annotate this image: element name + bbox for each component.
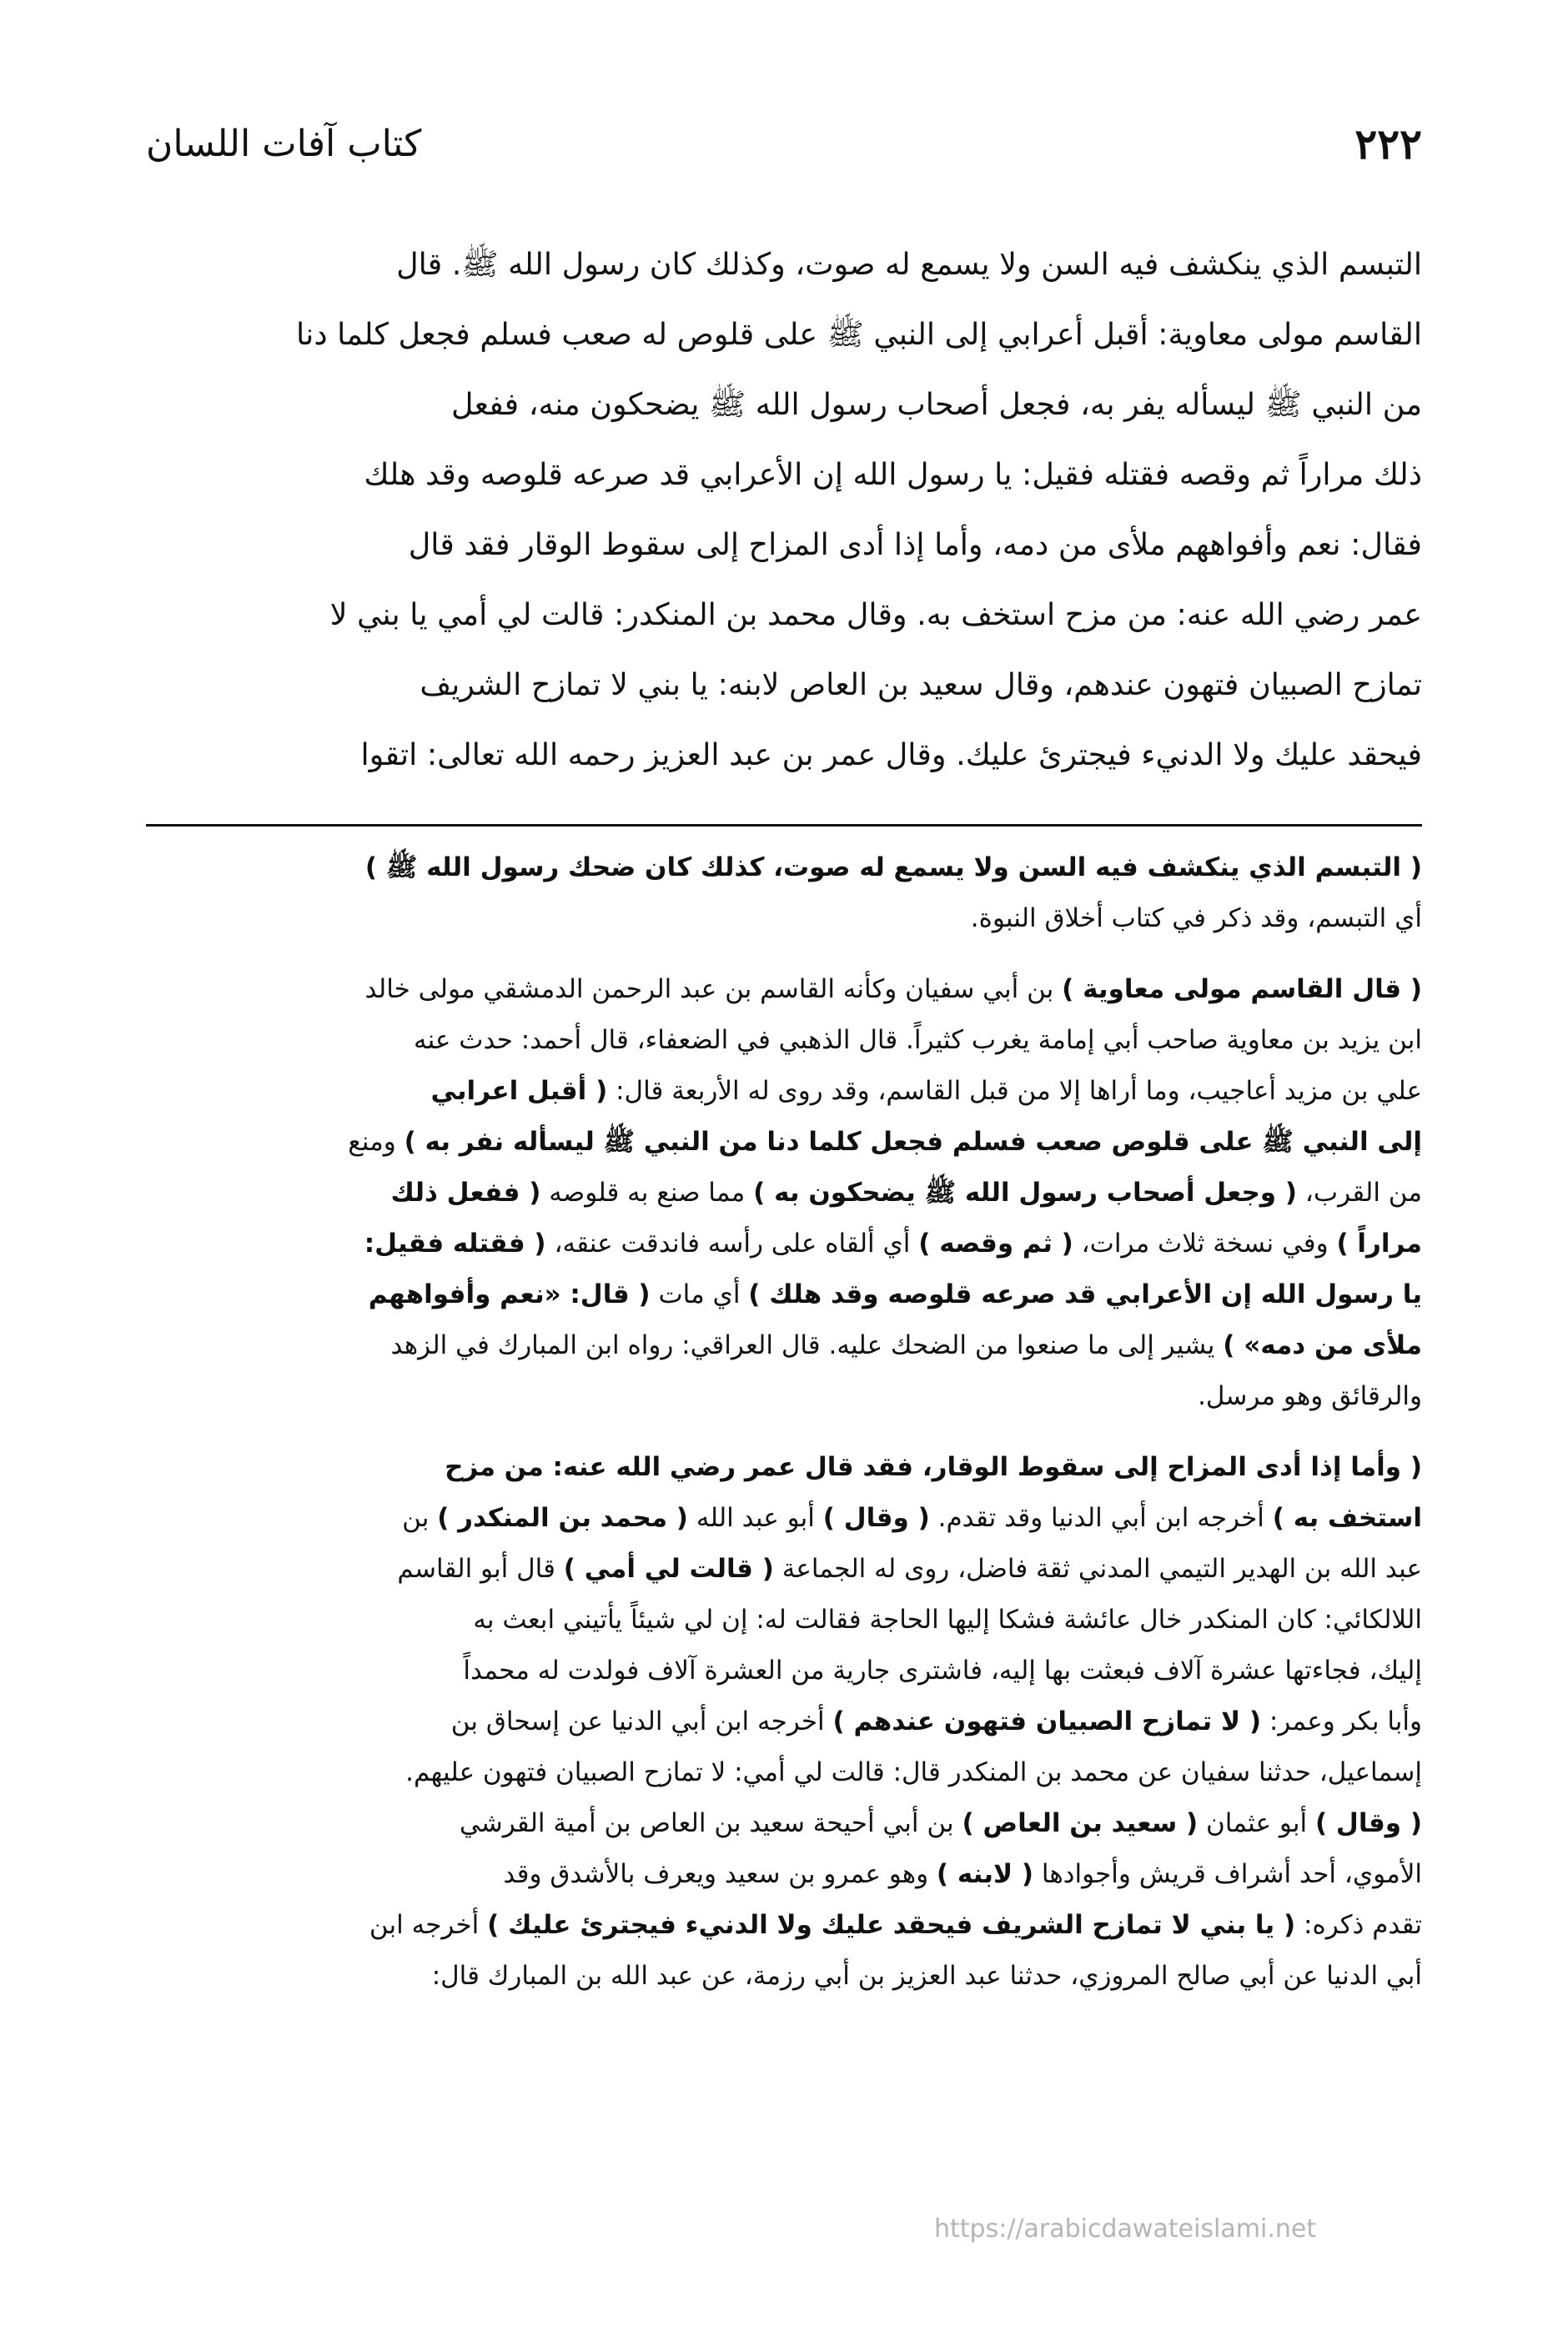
quoted-main-text: مراراً ) bbox=[1336, 1229, 1422, 1259]
quoted-main-text: استخف به ) bbox=[1272, 1503, 1422, 1533]
commentary-text: اللالكائي: كان المنكدر خال عائشة فشكا إليها الحاجة فقالت له: إن لي شيئاً يأتيني ابعث به bbox=[473, 1605, 1422, 1635]
quoted-main-text: ( وقال ) bbox=[822, 1503, 930, 1533]
main-text-line: ذلك مراراً ثم وقصه فقتله فقيل: يا رسول الله إن الأعرابي قد صرعه قلوصه وقد هلك bbox=[364, 456, 1422, 492]
commentary-line bbox=[146, 1798, 1422, 1849]
quoted-main-text: ( قال القاسم مولى معاوية ) bbox=[1062, 974, 1422, 1004]
commentary-line bbox=[146, 1849, 1422, 1900]
quoted-main-text: ( أقبل اعرابي bbox=[430, 1076, 608, 1106]
quoted-main-text: ( محمد بن المنكدر ) bbox=[437, 1503, 688, 1533]
commentary-line bbox=[146, 964, 1422, 1015]
commentary-text: أخرجه ابن أبي الدنيا عن إسحاق بن bbox=[450, 1706, 833, 1736]
commentary-text: بن أبي أحيحة سعيد بن العاص بن أمية القرشي bbox=[459, 1808, 962, 1838]
quoted-main-text: ( وجعل أصحاب رسول الله ﷺ يضحكون به ) bbox=[753, 1178, 1298, 1208]
commentary-text: أبو عبد الله bbox=[687, 1503, 823, 1533]
main-text-line: فيحقد عليك ولا الدنيء فيجترئ عليك. وقال عمر بن عبد العزيز رحمه الله تعالى: اتقوا bbox=[360, 736, 1422, 772]
quoted-main-text: يا رسول الله إن الأعرابي قد صرعه قلوصه وقد هلك ) bbox=[748, 1279, 1422, 1309]
commentary-text: وأبا بكر وعمر: bbox=[1260, 1706, 1422, 1736]
commentary-text: الأموي، أحد أشراف قريش وأجوادها bbox=[1033, 1859, 1422, 1889]
commentary-line bbox=[146, 1493, 1422, 1544]
commentary-text: يشير إلى ما صنعوا من الضحك عليه. قال العراقي: رواه ابن المبارك في الزهد bbox=[390, 1330, 1224, 1360]
commentary-text: مما صنع به قلوصه bbox=[540, 1178, 754, 1208]
quoted-main-text: ( وقال ) bbox=[1314, 1808, 1422, 1838]
quoted-main-text: ( ثم وقصه ) bbox=[918, 1229, 1073, 1259]
main-text-line: التبسم الذي ينكشف فيه السن ولا يسمع له صوت، وكذلك كان رسول الله ﷺ. قال bbox=[396, 246, 1422, 282]
commentary-text: عبد الله بن الهدير التيمي المدني ثقة فاضل، روى له الجماعة bbox=[773, 1554, 1422, 1584]
commentary-line bbox=[146, 893, 1422, 944]
commentary-line bbox=[146, 842, 1422, 893]
quoted-main-text: ( قالت لي أمي ) bbox=[563, 1554, 774, 1584]
commentary-paragraph bbox=[146, 842, 1422, 944]
commentary-line bbox=[146, 1900, 1422, 1951]
quoted-main-text: ( فقتله فقيل: bbox=[364, 1229, 546, 1259]
commentary-line bbox=[146, 1646, 1422, 1696]
commentary-line bbox=[146, 1595, 1422, 1646]
commentary-line bbox=[146, 1544, 1422, 1595]
commentary-text: أي التبسم، وقد ذكر في كتاب أخلاق النبوة. bbox=[970, 903, 1422, 933]
commentary-paragraph bbox=[146, 1442, 1422, 2002]
commentary-line bbox=[146, 1747, 1422, 1798]
commentary-text: أي ألقاه على رأسه فاندقت عنقه، bbox=[545, 1229, 919, 1259]
commentary-line bbox=[146, 1168, 1422, 1219]
commentary-text: أبي الدنيا عن أبي صالح المروزي، حدثنا عبد العزيز بن أبي رزمة، عن عبد الله بن المبارك قال: bbox=[431, 1961, 1422, 1991]
quoted-main-text: ( سعيد بن العاص ) bbox=[962, 1808, 1199, 1838]
quoted-main-text: ( يا بني لا تمازح الشريف فيحقد عليك ولا الدنيء فيجترئ عليك ) bbox=[487, 1910, 1296, 1940]
commentary-text: والرقائق وهو مرسل. bbox=[1198, 1381, 1422, 1411]
commentary-text: بن أبي سفيان وكأنه القاسم بن عبد الرحمن الدمشقي مولى خالد bbox=[364, 974, 1063, 1004]
commentary-paragraph bbox=[146, 964, 1422, 1422]
commentary-line bbox=[146, 1269, 1422, 1320]
commentary-text: وهو عمرو بن سعيد ويعرف بالأشدق وقد bbox=[503, 1859, 937, 1889]
commentary-text: من القرب، bbox=[1297, 1178, 1422, 1208]
commentary-line bbox=[146, 1320, 1422, 1371]
commentary-text: أي مات bbox=[650, 1279, 749, 1309]
main-text-line: القاسم مولى معاوية: أقبل أعرابي إلى النبي ﷺ على قلوص له صعب فسلم فجعل كلما دنا bbox=[296, 316, 1422, 352]
page-number: ٢٢٢ bbox=[1354, 119, 1422, 168]
quoted-main-text: إلى النبي ﷺ على قلوص صعب فسلم فجعل كلما دنا من النبي ﷺ ليسأله نفر به ) bbox=[404, 1127, 1422, 1157]
commentary-text: إليك، فجاءتها عشرة آلاف فبعثت بها إليه، فاشترى جارية من العشرة آلاف فولدت له محمداً bbox=[463, 1656, 1422, 1686]
commentary-line bbox=[146, 1066, 1422, 1117]
quoted-main-text: ( لابنه ) bbox=[936, 1859, 1034, 1889]
running-title: كتاب آفات اللسان bbox=[146, 123, 422, 165]
main-text-line: عمر رضي الله عنه: من مزح استخف به. وقال محمد بن المنكدر: قالت لي أمي يا بني لا bbox=[329, 596, 1422, 632]
quoted-main-text: ( لا تمازح الصبيان فتهون عندهم ) bbox=[832, 1706, 1261, 1736]
commentary-text: إسماعيل، حدثنا سفيان عن محمد بن المنكدر قال: قالت لي أمي: لا تمازح الصبيان فتهون عليهم. bbox=[405, 1757, 1422, 1787]
commentary-line bbox=[146, 1696, 1422, 1747]
main-text-line: من النبي ﷺ ليسأله يفر به، فجعل أصحاب رسول الله ﷺ يضحكون منه، ففعل bbox=[450, 386, 1422, 422]
main-text-line: تمازح الصبيان فتهون عندهم، وقال سعيد بن العاص لابنه: يا بني لا تمازح الشريف bbox=[420, 666, 1422, 702]
main-text-block bbox=[146, 229, 1422, 790]
quoted-main-text: ( ففعل ذلك bbox=[390, 1178, 541, 1208]
commentary-text: تقدم ذكره: bbox=[1295, 1910, 1422, 1940]
commentary-line bbox=[146, 1219, 1422, 1269]
commentary-text: أخرجه ابن أبي الدنيا وقد تقدم. bbox=[929, 1503, 1273, 1533]
separator-rule bbox=[146, 824, 1422, 827]
page-header bbox=[146, 104, 1422, 183]
commentary-text: ابن يزيد بن معاوية صاحب أبي إمامة يغرب كثيراً. قال الذهبي في الضعفاء، قال أحمد: حدث عنه bbox=[413, 1025, 1422, 1055]
commentary-line bbox=[146, 1371, 1422, 1422]
commentary-text: وفي نسخة ثلاث مرات، bbox=[1073, 1229, 1337, 1259]
commentary-line bbox=[146, 1015, 1422, 1066]
commentary-block bbox=[146, 842, 1422, 2002]
watermark: https://arabicdawateislami.net bbox=[934, 2214, 1317, 2244]
quoted-main-text: ملأى من دمه» ) bbox=[1223, 1330, 1422, 1360]
quoted-main-text: ( وأما إذا أدى المزاح إلى سقوط الوقار، فقد قال عمر رضي الله عنه: من مزح bbox=[445, 1452, 1422, 1482]
commentary-text: علي بن مزيد أعاجيب، وما أراها إلا من قبل القاسم، وقد روى له الأربعة قال: bbox=[607, 1076, 1422, 1106]
commentary-text: بن bbox=[402, 1503, 438, 1533]
commentary-line bbox=[146, 1951, 1422, 2002]
commentary-text: أخرجه ابن bbox=[369, 1910, 488, 1940]
quoted-main-text: ( التبسم الذي ينكشف فيه السن ولا يسمع له صوت، كذلك كان ضحك رسول الله ﷺ ) bbox=[364, 852, 1422, 882]
commentary-line bbox=[146, 1117, 1422, 1168]
commentary-text: ومنع bbox=[348, 1127, 405, 1157]
commentary-line bbox=[146, 1442, 1422, 1493]
commentary-text: قال أبو القاسم bbox=[397, 1554, 564, 1584]
quoted-main-text: ( قال: «نعم وأفواههم bbox=[368, 1279, 651, 1309]
commentary-text: أبو عثمان bbox=[1198, 1808, 1315, 1838]
main-text-line: فقال: نعم وأفواههم ملأى من دمه، وأما إذا أدى المزاح إلى سقوط الوقار فقد قال bbox=[408, 526, 1422, 562]
